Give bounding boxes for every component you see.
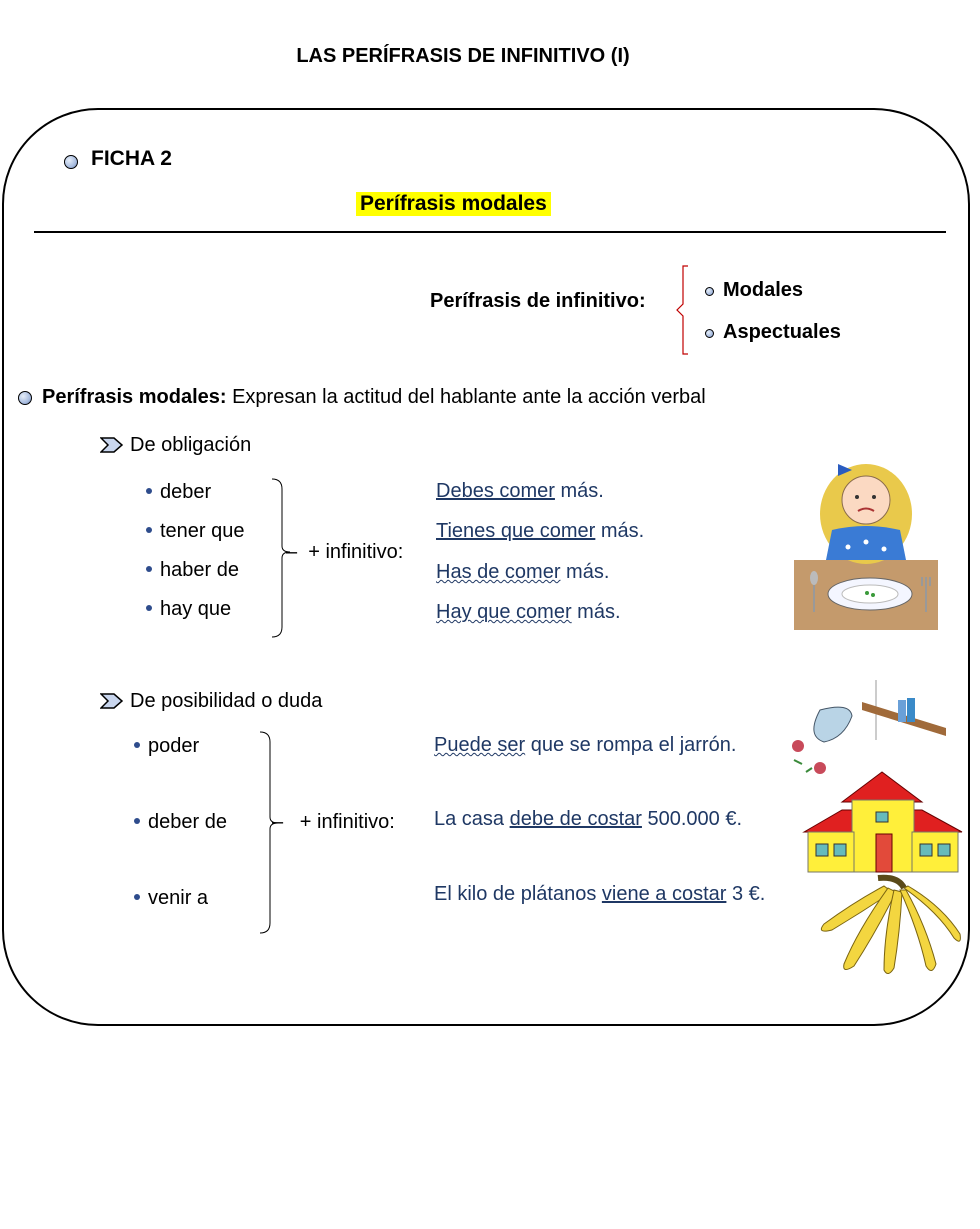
small-circle-icon [705,329,714,338]
type-modales: Modales [723,279,804,301]
type-aspectuales: Aspectuales [723,321,841,343]
verb-item: poder [134,735,199,758]
section-subtitle: Perífrasis modales [356,192,551,216]
small-circle-icon [705,287,714,296]
example-sentence: El kilo de plátanos viene a costar 3 €. [434,883,766,905]
bananas-illustration [814,872,964,978]
verb-item: hay que [146,598,231,621]
example-sentence: Has de comer más. [436,561,610,583]
bullet-circle-icon [64,155,78,169]
heading-possibility: De posibilidad o duda [130,690,323,712]
bullet-circle-icon [18,391,32,405]
connector-infinitivo: – + infinitivo: [286,541,404,563]
verb-item: deber de [134,811,227,834]
chevron-right-icon [100,437,124,453]
example-sentence: La casa debe de costar 500.000 €. [434,808,743,830]
definition-term: Perífrasis modales: [42,386,227,408]
connector-infinitivo: – + infinitivo: [272,811,395,833]
verb-item: tener que [146,520,245,543]
verb-item: venir a [134,887,208,910]
example-sentence: Hay que comer más. [436,601,621,623]
house-illustration [802,770,964,874]
falling-vase-illustration [780,680,956,780]
example-sentence: Tienes que comer más. [436,520,645,542]
classification-label: Perífrasis de infinitivo: [430,290,646,312]
heading-obligation: De obligación [130,434,252,456]
definition-text: Expresan la actitud del hablante ante la acción verbal [226,386,706,408]
girl-eating-illustration [794,452,940,632]
divider-line [34,231,946,233]
red-bracket-icon [672,264,694,356]
example-sentence: Puede ser que se rompa el jarrón. [434,734,737,756]
definition [42,386,706,409]
page-title: LAS PERÍFRASIS DE INFINITIVO (I) [296,45,630,67]
example-sentence: Debes comer más. [436,480,604,502]
verb-item: deber [146,481,211,504]
verb-item: haber de [146,559,239,582]
chevron-right-icon [100,693,124,709]
ficha-label: FICHA 2 [91,147,172,170]
